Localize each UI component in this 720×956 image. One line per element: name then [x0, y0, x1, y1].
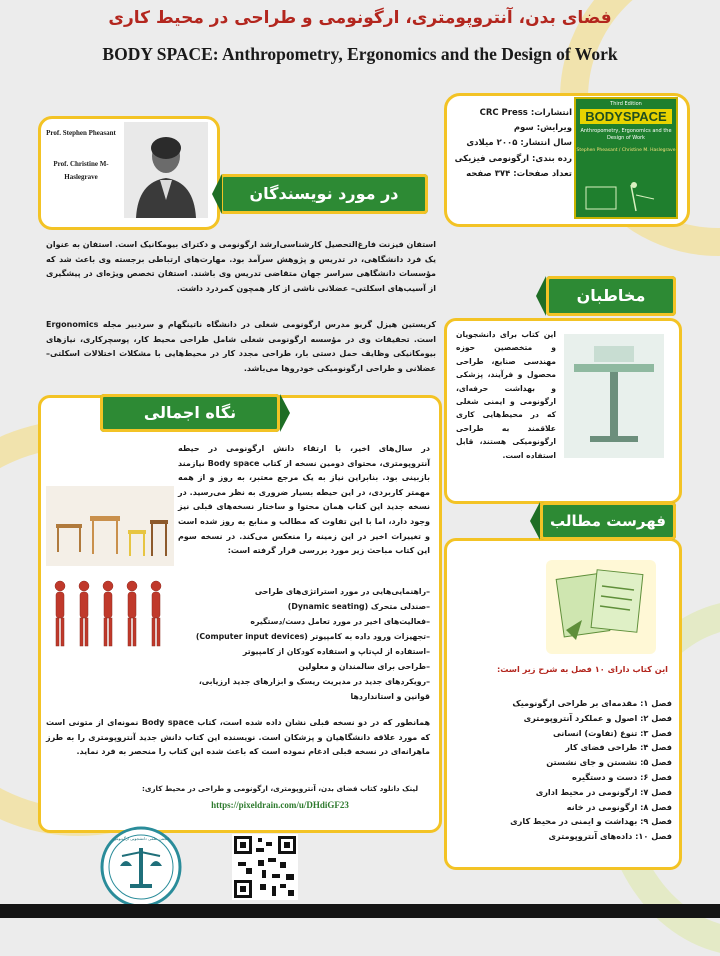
cover-edition: Third Edition: [610, 101, 642, 107]
list-item: –راهنمایی‌هایی در مورد استراتژی‌های طراحی: [254, 587, 430, 596]
toc-chapter: فصل ۷: ارگونومی در محیط اداری: [535, 786, 672, 797]
overview-bullets: [178, 584, 430, 704]
about-authors-paragraph-2: کریستین هیزل گریو مدرس ارگونومی شغلی در دانشگاه ناتینگهام و سردبیر مجله Ergonomics است. تحقیقات وی در مؤسسه ارگونومی شغلی شامل طراحی محیط کار، پوسچرکاری، نیازهای بیومکانیکی وظایف حمل دستی بار، طراحی مجدد کار در محیط‌هایی با مشکلات اختلالات اسکلتی– عضلانی و طراحی ارگونومیکی خودروها می‌باشد.: [46, 320, 436, 373]
author-portrait-image: [124, 122, 208, 218]
book-cover: [574, 97, 678, 219]
list-item: –تجهیزات ورود داده به کامپیوتر (Computer input devices): [195, 632, 430, 641]
toc-chapter: فصل ۶: دست و دستگیره: [571, 771, 672, 782]
list-item: –استفاده از لپ‌تاپ و استفاده کودکان از کامپیوتر: [242, 647, 430, 656]
author-stephen-pheasant: Prof. Stephen Pheasant: [46, 129, 116, 137]
toc-chapter: فصل ۴: طراحی فضای کار: [565, 742, 672, 753]
list-item: –فعالیت‌های اخیر در مورد تعامل دست/دستگیره: [250, 617, 430, 626]
download-link-label: لینک دانلود کتاب فضای بدن، آنتروپومتری، ارگونومی و طراحی در محیط کاری:: [141, 784, 419, 793]
anatomy-figures-illustration: [46, 576, 174, 654]
overview-intro: در سال‌های اخیر، با ارتقاء دانش ارگونومی در حیطه آنتروپومتری، محتوای دومین نسخه از کتاب Body space نیازمند بازبینی بود. بنابراین نیاز به یک مرجع معتبر، به روز و از همه مهمتر کاربردی، در این حیطه بسیار ضروری به نظر می‌رسید. در نسخه جدید این کتاب همان محتوا و ساختار نسخه‌های قبلی نیز وجود دارد، اما با این تفاوت که مطالب و منابع به روز شده است و تغییرات اخیر در این زمینه را منعکس می‌کند. در نسخه سوم این کتاب مباحث زیر مورد بررسی قرار گرفته است:: [178, 444, 430, 556]
banner-fold: [280, 394, 290, 432]
about-authors-paragraph-1: استفان فیزنت فارغ‌التحصیل کارشناسی‌ارشد ارگونومی و دکترای بیومکانیک است. استفان به عنوان یک فرد دانشگاهی، در تدریس و پژوهش سرآمد بود. مهارت‌های ارتباطی برجسته وی باعث شد که مؤسسات دانشگاهی سراسر جهان متقاضی تدریس وی باشند. استفان تخصص ویژه‌ای در پیشگیری از آسیب‌های اسکلتی– عضلانی ناشی از کار همچون کمردرد داشت.: [46, 240, 436, 293]
banner-fold: [536, 276, 546, 316]
list-item: –رویکردهای جدید در مدیریت ریسک و ابزارهای جدید ارزیابی، قوانین و استانداردها: [198, 677, 430, 701]
documents-illustration: [546, 560, 656, 654]
toc-chapter: فصل ۲: اصول و عملکرد آنتروپومتری: [523, 712, 672, 723]
edition: ویرایش: سوم: [513, 123, 572, 134]
publication-info: [442, 106, 572, 182]
toc-chapter: فصل ۱: مقدمه‌ای بر طراحی ارگونومیک: [512, 698, 672, 708]
toc-list: [452, 696, 672, 844]
category: رده بندی: ارگونومی فیزیکی: [454, 153, 572, 164]
toc-intro: این کتاب دارای ۱۰ فصل به شرح زیر است:: [496, 664, 668, 674]
section-heading-audience: مخاطبان: [546, 276, 676, 316]
cover-subtitle: Anthropometry, Ergonomics and the Design of Work: [580, 128, 672, 141]
toc-chapter: فصل ۸: ارگونومی در خانه: [566, 801, 672, 812]
author-photo: [124, 122, 208, 218]
toc-chapter: فصل ۱۰: داده‌های آنتروپومتری: [548, 831, 672, 842]
page-title-english: BODY SPACE: Anthropometry, Ergonomics and the Design of Work: [102, 44, 618, 64]
association-logo-text: انجمن علمی دانشجویی ارگونومی: [113, 836, 169, 841]
standing-desk-illustration: [564, 334, 664, 458]
publish-year: سال انتشار: ۲۰۰۵ میلادی: [466, 138, 572, 149]
page-title-persian: فضای بدن، آنتروپومتری، ارگونومی و طراحی در محیط کاری: [108, 8, 612, 28]
section-heading-about-authors: در مورد نویسندگان: [220, 174, 428, 214]
overview-closing: همانطور که در دو نسخه قبلی نشان داده شده است، کتاب Body space نمونه‌ای از متونی است که مورد علاقه دانشگاهیان و پزشکان است. نویسنده این کتاب دانش جدید آنتروپومتری را به طرز ماهرانه‌ای در نسخه قبلی ادغام نموده است که باعث شده این کتاب را منحصر به فرد نماید.: [46, 718, 431, 757]
toc-chapter: فصل ۳: تنوع (تفاوت) انسانی: [552, 727, 672, 738]
audience-text: این کتاب برای دانشجویان و متخصصین حوزه مهندسی صنایع، طراحی محصول و فرآیند، پزشکی و بهداشت حرفه‌ای، ارگونومی و ایمنی شغلی که در محیط‌هایی کاری علاقمند به طراحی ارگونومیکی هستند، قابل استفاده است.: [456, 330, 556, 460]
toc-chapter: فصل ۵: نشستن و جای نشستن: [546, 757, 672, 768]
page-count: تعداد صفحات: ۳۷۴ صفحه: [466, 168, 572, 179]
publisher: انتشارات: CRC Press: [479, 108, 572, 118]
toc-chapter: فصل ۹: بهداشت و ایمنی در محیط کاری: [510, 816, 672, 827]
list-item: –طراحی برای سالمندان و معلولین: [298, 662, 430, 671]
footer-bar: [0, 904, 720, 918]
banner-fold: [212, 174, 222, 214]
cover-authors: Stephen Pheasant / Christine M. Haslegrave: [576, 148, 676, 153]
download-link[interactable]: https://pixeldrain.com/u/DHdiGF23: [211, 800, 349, 810]
section-heading-overview: نگاه اجمالی: [100, 394, 280, 432]
furniture-illustration: [46, 486, 174, 566]
list-item: –صندلی متحرک (Dynamic seating): [287, 602, 430, 611]
cover-figure-illustration: [576, 181, 676, 215]
cover-title: BODYSPACE: [580, 109, 672, 124]
section-heading-toc: فهرست مطالب: [540, 502, 676, 540]
banner-fold: [530, 502, 540, 540]
author-christine-haslegrave: Prof. Christine M-Haslegrave: [53, 160, 109, 181]
qr-code[interactable]: [232, 834, 298, 900]
authors-names: [42, 127, 120, 184]
